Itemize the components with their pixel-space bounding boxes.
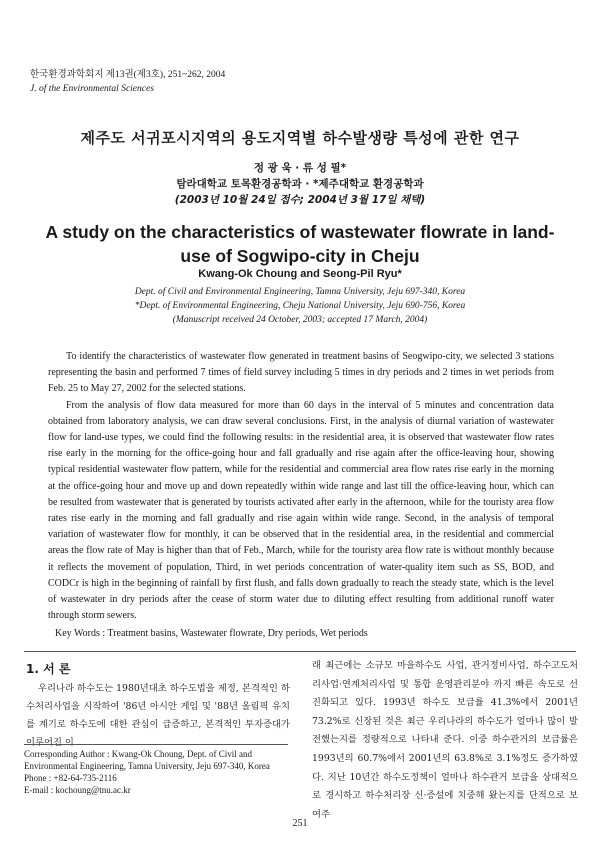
body-paragraph: 우리나라 하수도는 1980년대초 하수도법을 제정, 본격적인 하수처리사업을 시작하여 '86년 아시안 게임 및 '88년 올림픽 유치를 계기로 하수도에 대한 관심이 급증하고, 본격적인 투자증대가 이루어진 이 [26,683,290,748]
affiliation-en-2: *Dept. of Environmental Engineering, Cheju National University, Jeju 690-756, Korea [134,301,466,311]
journal-citation-ko: 한국환경과학회지 제13권(제3호), 251~262, 2004 [30,70,226,80]
affiliation-en-1: Dept. of Civil and Environmental Engineering, Tamna University, Jeju 697-340, Korea [134,287,466,297]
left-column [26,660,290,752]
abstract [48,349,554,624]
authors-ko: 정 광 욱 · 류 성 필* [253,162,347,174]
abstract-paragraph: To identify the characteristics of wastewater flow generated in treatment basins of Seogwipo-city, we selected 3 stations representing the basin and performed 7 times of field survey including 5 times in dry periods and 2 times in wet periods from Feb. 25 to May 27, 2002 for the selected stations. [48,351,554,395]
body-paragraph: 래 최근에는 소규모 마을하수도 사업, 관거정비사업, 하수고도처리사업·연계처리사업 및 통합 운영관리분야 까지 빠른 속도로 선진화되고 있다. 1993년 하수도 보급률 41.3%에서 2001년 73.2%로 신장된 것은 최근 우리나라의 하수도가 얼마나 많이 발전했는지를 정량적으로 나타내 준다. 이중 하수관거의 보급률은 1993년의 60.7%에서 2001년의 63.8%로 3.1%정도 증가하였다. 지난 10년간 하수도정책이 얼마나 하수관거 보급을 상대적으로 경시하고 하수처리장 신·증설에 치중해 왔는지를 단적으로 보여주 [312,660,578,820]
corresponding-author-footnote [24,744,288,796]
abstract-paragraph: From the analysis of flow data measured for more than 60 days in the interval of 5 minutes and concentration data obtained from laboratory analysis, we can draw several conclusions. First, in the analysis of diurnal variation of wastewater flow for land-use types, we could find the following results: in the residential area, it is observed that wastewater flow rates rise early in the morning for the office-going hour and fall gradually and rise again after the office-leaving hour, showing typical residential wastewater flow pattern, while for the residential and commercial area flow rates rise early in the morning at the office-going hour and move up and down repeatedly within wide range and last till the office-leaving hour, which can be resulted from wastewater that is generated by tourists activated after early in the afternoon, while for the touristy area flow rates rise early in the morning and fall gradually and rise again within wide range. Second, in the analysis of temporal variation of wastewater flow for monthly, it can be observed that in the residential area, in the residential and commercial areas the flow rate of May is higher than that of Feb., March, while for the touristy area flow rate is without monthly because it reflects the movement of population, Third, in wet periods concentration of water-quality item such as SS, BOD, and CODCr is high in the beginning of rainfall by first flush, and falls down gradually to reach the steady state, which is the level of wastewater in dry periods after the cease of storm water due to diluting effect resulting from additional runoff water through storm sewers. [48,399,554,622]
footnote-email: E-mail : kochoung@tnu.ac.kr [24,785,131,795]
paper-title-en: A study on the characteristics of wastewater flowrate in land-use of Sogwipo-city in Cheju [45,222,555,266]
authors-en: Kwang-Ok Choung and Seong-Pil Ryu* [198,268,402,280]
keywords: Key Words : Treatment basins, Wastewater flowrate, Dry periods, Wet periods [55,628,368,639]
footnote-author: Corresponding Author : Kwang-Ok Choung, Dept. of Civil and Environmental Engineering, Tamna University, Jeju 697-340, Korea [24,749,270,771]
footnote-phone: Phone : +82-64-735-2116 [24,773,117,783]
affiliation-ko: 탐라대학교 토목환경공학과 · *제주대학교 환경공학과 [176,178,424,190]
page-number: 251 [292,818,308,829]
journal-name-en: J. of the Environmental Sciences [30,84,154,94]
paper-title-ko: 제주도 서귀포시지역의 용도지역별 하수발생량 특성에 관한 연구 [80,129,520,147]
manuscript-dates: (Manuscript received 24 October, 2003; accepted 17 March, 2004) [172,315,428,325]
journal-header [30,68,225,96]
right-column [312,657,578,824]
received-date-ko: (2003년 10월 24일 접수; 2004년 3월 17일 채택) [174,194,426,206]
affiliations-en [0,285,600,327]
section-heading: 1. 서 론 [26,662,71,676]
divider [24,651,576,652]
